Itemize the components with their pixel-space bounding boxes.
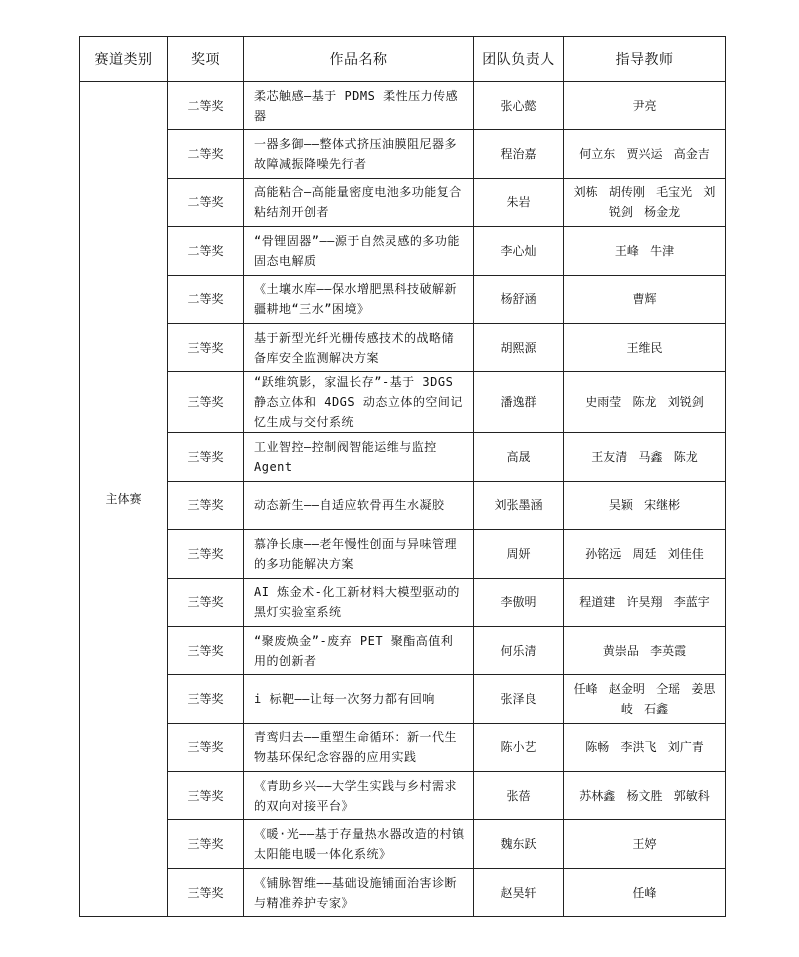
- table-row: [80, 433, 726, 481]
- award-cell: 二等奖: [168, 227, 244, 275]
- leader-cell: 周妍: [474, 530, 564, 578]
- title-cell: “聚废焕金”-废弃 PET 聚酯高值利用的创新者: [244, 626, 474, 674]
- table-row: [80, 130, 726, 178]
- title-cell: 柔芯触感—基于 PDMS 柔性压力传感器: [244, 82, 474, 130]
- teacher-cell: 孙铭远 周廷 刘佳佳: [564, 530, 726, 578]
- category-cell: 主体赛: [80, 82, 168, 917]
- award-cell: 二等奖: [168, 82, 244, 130]
- table-body: [80, 82, 726, 917]
- title-cell: “骨锂固器”——源于自然灵感的多功能固态电解质: [244, 227, 474, 275]
- title-cell: 基于新型光纤光栅传感技术的战略储备库安全监测解决方案: [244, 323, 474, 371]
- award-cell: 三等奖: [168, 675, 244, 723]
- award-cell: 三等奖: [168, 372, 244, 433]
- leader-cell: 朱岩: [474, 178, 564, 226]
- award-cell: 三等奖: [168, 530, 244, 578]
- award-cell: 三等奖: [168, 578, 244, 626]
- teacher-cell: 何立东 贾兴运 高金吉: [564, 130, 726, 178]
- table-row: [80, 675, 726, 723]
- teacher-cell: 任峰: [564, 868, 726, 916]
- teacher-cell: 吴颖 宋继彬: [564, 481, 726, 529]
- table-row: [80, 530, 726, 578]
- award-cell: 三等奖: [168, 433, 244, 481]
- leader-cell: 胡熙源: [474, 323, 564, 371]
- teacher-cell: 尹亮: [564, 82, 726, 130]
- leader-cell: 魏东跃: [474, 820, 564, 868]
- title-cell: 工业智控—控制阀智能运维与监控 Agent: [244, 433, 474, 481]
- leader-cell: 何乐清: [474, 626, 564, 674]
- award-cell: 三等奖: [168, 772, 244, 820]
- title-cell: 《铺脉智维——基础设施铺面治害诊断与精准养护专家》: [244, 868, 474, 916]
- leader-cell: 赵昊轩: [474, 868, 564, 916]
- teacher-cell: 陈畅 李洪飞 刘广青: [564, 723, 726, 771]
- table-row: [80, 723, 726, 771]
- teacher-cell: 任峰 赵金明 仝瑶 姜思岐 石鑫: [564, 675, 726, 723]
- table-row: [80, 772, 726, 820]
- awards-table: [79, 36, 726, 917]
- title-cell: 青鸾归去——重塑生命循环：新一代生物基环保纪念容器的应用实践: [244, 723, 474, 771]
- teacher-cell: 王友清 马鑫 陈龙: [564, 433, 726, 481]
- title-cell: 慕净长康——老年慢性创面与异味管理的多功能解决方案: [244, 530, 474, 578]
- teacher-cell: 王峰 牛津: [564, 227, 726, 275]
- table-row: [80, 626, 726, 674]
- table-header-row: [80, 37, 726, 82]
- header-title: 作品名称: [244, 37, 474, 82]
- title-cell: 《土壤水库——保水增肥黑科技破解新疆耕地“三水”困境》: [244, 275, 474, 323]
- leader-cell: 程治嘉: [474, 130, 564, 178]
- table-row: [80, 820, 726, 868]
- teacher-cell: 王维民: [564, 323, 726, 371]
- table-row: [80, 82, 726, 130]
- teacher-cell: 苏林鑫 杨文胜 郭敏科: [564, 772, 726, 820]
- leader-cell: 张蓓: [474, 772, 564, 820]
- leader-cell: 杨舒涵: [474, 275, 564, 323]
- table-row: [80, 323, 726, 371]
- table-row: [80, 868, 726, 916]
- table-row: [80, 178, 726, 226]
- teacher-cell: 曹辉: [564, 275, 726, 323]
- leader-cell: 张泽良: [474, 675, 564, 723]
- award-cell: 三等奖: [168, 723, 244, 771]
- award-cell: 二等奖: [168, 178, 244, 226]
- teacher-cell: 史雨莹 陈龙 刘锐剑: [564, 372, 726, 433]
- title-cell: 一器多御——整体式挤压油膜阻尼器多故障减振降噪先行者: [244, 130, 474, 178]
- table-row: [80, 578, 726, 626]
- teacher-cell: 黄崇品 李英霞: [564, 626, 726, 674]
- leader-cell: 陈小艺: [474, 723, 564, 771]
- title-cell: i 标靶——让每一次努力都有回响: [244, 675, 474, 723]
- leader-cell: 李心灿: [474, 227, 564, 275]
- title-cell: 《青助乡兴——大学生实践与乡村需求的双向对接平台》: [244, 772, 474, 820]
- award-cell: 三等奖: [168, 820, 244, 868]
- teacher-cell: 刘栋 胡传刚 毛宝光 刘锐剑 杨金龙: [564, 178, 726, 226]
- teacher-cell: 程道建 许昊翔 李蓝宇: [564, 578, 726, 626]
- title-cell: “跃维筑影，家温长存”-基于 3DGS 静态立体和 4DGS 动态立体的空间记忆生成与交付系统: [244, 372, 474, 433]
- award-cell: 三等奖: [168, 868, 244, 916]
- title-cell: 《暖·光——基于存量热水器改造的村镇太阳能电暖一体化系统》: [244, 820, 474, 868]
- award-cell: 三等奖: [168, 481, 244, 529]
- award-cell: 二等奖: [168, 130, 244, 178]
- header-teacher: 指导教师: [564, 37, 726, 82]
- title-cell: AI 炼金术-化工新材料大模型驱动的黑灯实验室系统: [244, 578, 474, 626]
- leader-cell: 刘张墨涵: [474, 481, 564, 529]
- award-cell: 三等奖: [168, 626, 244, 674]
- leader-cell: 李傲明: [474, 578, 564, 626]
- award-cell: 二等奖: [168, 275, 244, 323]
- table-row: [80, 275, 726, 323]
- leader-cell: 潘逸群: [474, 372, 564, 433]
- title-cell: 动态新生——自适应软骨再生水凝胶: [244, 481, 474, 529]
- leader-cell: 张心懿: [474, 82, 564, 130]
- teacher-cell: 王婷: [564, 820, 726, 868]
- leader-cell: 高晟: [474, 433, 564, 481]
- table-row: [80, 227, 726, 275]
- header-category: 赛道类别: [80, 37, 168, 82]
- table-row: [80, 372, 726, 433]
- award-cell: 三等奖: [168, 323, 244, 371]
- table-row: [80, 481, 726, 529]
- header-leader: 团队负责人: [474, 37, 564, 82]
- title-cell: 高能粘合—高能量密度电池多功能复合粘结剂开创者: [244, 178, 474, 226]
- header-award: 奖项: [168, 37, 244, 82]
